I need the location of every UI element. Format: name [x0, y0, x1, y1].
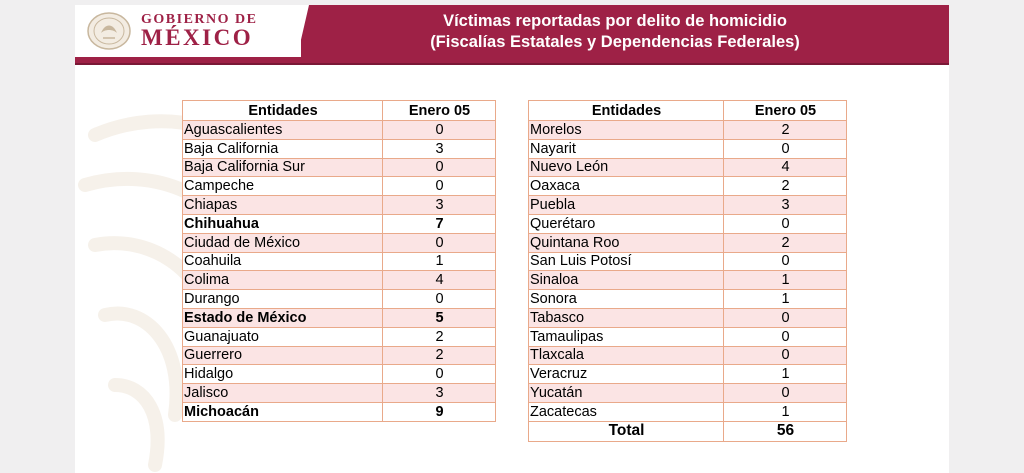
title-line1: Víctimas reportadas por delito de homicidio — [443, 12, 787, 30]
table-row — [529, 233, 847, 252]
right-table-body — [529, 121, 847, 422]
victim-count: 3 — [383, 196, 496, 215]
entity-name: Jalisco — [183, 384, 383, 403]
table-row — [529, 121, 847, 140]
column-header-entity: Entidades — [183, 101, 383, 121]
victim-count: 2 — [724, 233, 847, 252]
column-header-value: Enero 05 — [724, 101, 847, 121]
logo-text-line2: MÉXICO — [141, 25, 254, 50]
victim-count: 0 — [724, 327, 847, 346]
entity-name: Querétaro — [529, 214, 724, 233]
entity-name: Tamaulipas — [529, 327, 724, 346]
entity-name: San Luis Potosí — [529, 252, 724, 271]
victim-count: 0 — [383, 365, 496, 384]
table-row — [183, 177, 496, 196]
table-row — [183, 158, 496, 177]
entity-name: Michoacán — [183, 402, 383, 421]
table-row — [183, 290, 496, 309]
victim-count: 1 — [724, 271, 847, 290]
table-row — [529, 290, 847, 309]
table-row — [529, 252, 847, 271]
entity-name: Tlaxcala — [529, 346, 724, 365]
entity-name: Sonora — [529, 290, 724, 309]
victim-count: 0 — [724, 346, 847, 365]
entity-name: Quintana Roo — [529, 233, 724, 252]
slide — [75, 5, 949, 473]
left-table — [182, 100, 496, 422]
victim-count: 3 — [383, 384, 496, 403]
table-row — [529, 327, 847, 346]
victim-count: 2 — [383, 346, 496, 365]
victim-count: 5 — [383, 308, 496, 327]
logo-wedge — [297, 5, 309, 57]
table-row — [529, 177, 847, 196]
victim-count: 0 — [383, 158, 496, 177]
header-bar — [75, 5, 949, 63]
table-row — [183, 271, 496, 290]
entity-name: Baja California — [183, 139, 383, 158]
entity-name: Veracruz — [529, 365, 724, 384]
left-table-body — [183, 121, 496, 422]
table-row — [183, 252, 496, 271]
victim-count: 0 — [724, 308, 847, 327]
table-row — [529, 346, 847, 365]
table-row — [529, 196, 847, 215]
entity-name: Aguascalientes — [183, 121, 383, 140]
table-row — [529, 139, 847, 158]
table-row — [529, 365, 847, 384]
entity-name: Colima — [183, 271, 383, 290]
table-row — [529, 214, 847, 233]
total-label: Total — [529, 421, 724, 441]
entity-name: Sinaloa — [529, 271, 724, 290]
victim-count: 4 — [724, 158, 847, 177]
total-row — [529, 421, 847, 441]
table-header-row — [529, 101, 847, 121]
victim-count: 0 — [383, 233, 496, 252]
victim-count: 1 — [724, 402, 847, 421]
table-row — [183, 327, 496, 346]
victim-count: 2 — [383, 327, 496, 346]
entity-name: Nuevo León — [529, 158, 724, 177]
table-row — [183, 139, 496, 158]
table-row — [529, 308, 847, 327]
page-title — [355, 11, 875, 53]
table-row — [529, 402, 847, 421]
header-divider — [75, 63, 949, 65]
entity-name: Guerrero — [183, 346, 383, 365]
victim-count: 7 — [383, 214, 496, 233]
victim-count: 2 — [724, 121, 847, 140]
table-row — [183, 402, 496, 421]
logo-panel — [75, 5, 301, 57]
entity-name: Oaxaca — [529, 177, 724, 196]
table-row — [183, 214, 496, 233]
victim-count: 0 — [383, 177, 496, 196]
victim-count: 0 — [383, 121, 496, 140]
table-row — [183, 384, 496, 403]
victim-count: 0 — [724, 252, 847, 271]
victim-count: 1 — [724, 290, 847, 309]
entity-name: Yucatán — [529, 384, 724, 403]
victim-count: 0 — [724, 214, 847, 233]
entity-name: Estado de México — [183, 308, 383, 327]
entity-name: Guanajuato — [183, 327, 383, 346]
victim-count: 0 — [383, 290, 496, 309]
victim-count: 4 — [383, 271, 496, 290]
logo-text-line1: GOBIERNO DE — [141, 12, 258, 27]
entity-name: Hidalgo — [183, 365, 383, 384]
entity-name: Puebla — [529, 196, 724, 215]
entity-name: Ciudad de México — [183, 233, 383, 252]
total-value: 56 — [724, 421, 847, 441]
table-row — [529, 271, 847, 290]
table-row — [183, 196, 496, 215]
entity-name: Baja California Sur — [183, 158, 383, 177]
victim-count: 1 — [724, 365, 847, 384]
victim-count: 1 — [383, 252, 496, 271]
table-row — [529, 158, 847, 177]
victim-count: 0 — [724, 384, 847, 403]
table-header-row — [183, 101, 496, 121]
table-row — [183, 365, 496, 384]
victim-count: 3 — [383, 139, 496, 158]
table-row — [529, 384, 847, 403]
entity-name: Zacatecas — [529, 402, 724, 421]
victim-count: 2 — [724, 177, 847, 196]
table-row — [183, 308, 496, 327]
entity-name: Campeche — [183, 177, 383, 196]
entity-name: Tabasco — [529, 308, 724, 327]
entity-name: Nayarit — [529, 139, 724, 158]
entity-name: Chihuahua — [183, 214, 383, 233]
column-header-value: Enero 05 — [383, 101, 496, 121]
entity-name: Morelos — [529, 121, 724, 140]
title-line2: (Fiscalías Estatales y Dependencias Federales) — [430, 33, 800, 51]
column-header-entity: Entidades — [529, 101, 724, 121]
entity-name: Coahuila — [183, 252, 383, 271]
table-row — [183, 233, 496, 252]
right-table — [528, 100, 847, 442]
entity-name: Durango — [183, 290, 383, 309]
victim-count: 3 — [724, 196, 847, 215]
victim-count: 0 — [724, 139, 847, 158]
victim-count: 9 — [383, 402, 496, 421]
entity-name: Chiapas — [183, 196, 383, 215]
table-row — [183, 346, 496, 365]
table-row — [183, 121, 496, 140]
seal-icon — [85, 11, 133, 51]
